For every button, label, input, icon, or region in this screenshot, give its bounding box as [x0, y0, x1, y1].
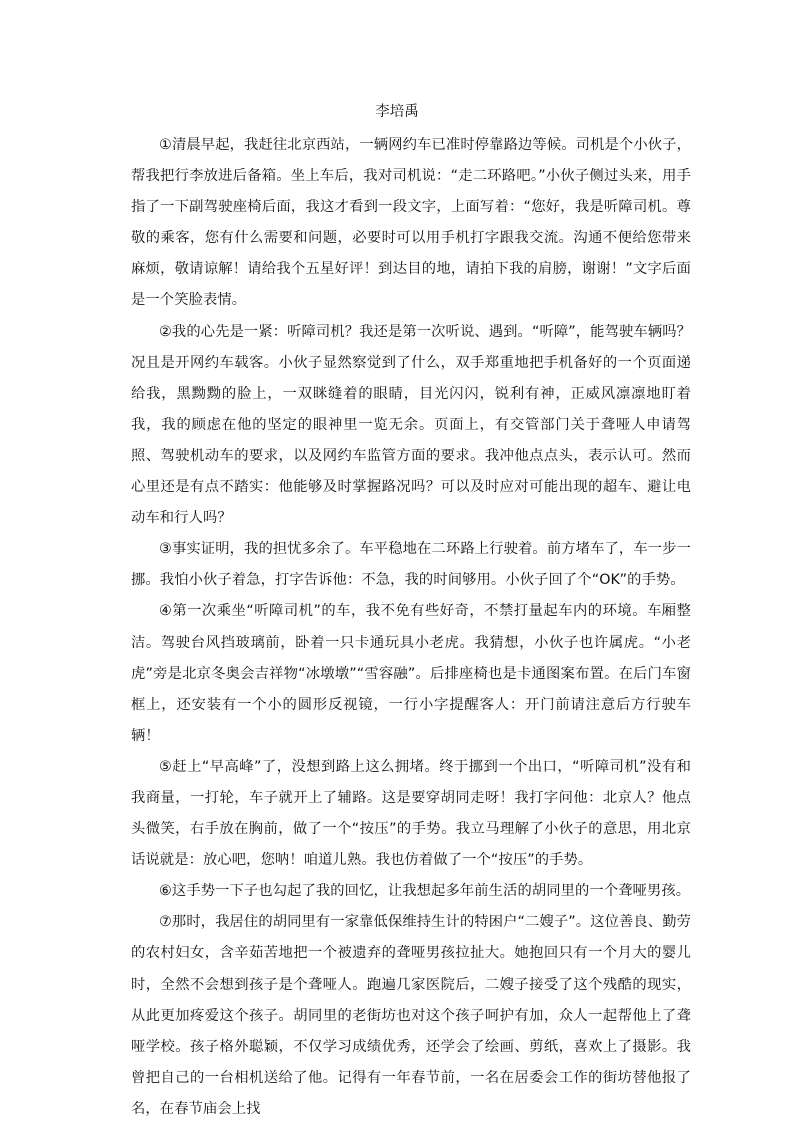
paragraph-6: ⑥这手势一下子也勾起了我的回忆，让我想起多年前生活的胡同里的一个聋哑男孩。	[159, 883, 691, 900]
paragraph-5: ⑤赶上“早高峰”了，没想到路上这么拥堵。终于挪到一个出口，“听障司机”没有和我商量，一打轮，车子就开上了辅路。这是要穿胡同走呀！我打字问他：北京人？他点头微笑，右手放在胸前，做了一个“按压”的手势。我立马理解了小伙子的意思，用北京话说就是：放心吧，您呐！咱道儿熟。我也仿着做了一个“按压”的手势。	[131, 758, 691, 869]
paragraph-2: ②我的心先是一紧：听障司机？我还是第一次听说、遇到。“听障”，能驾驶车辆吗？况且是开网约车载客。小伙子显然察觉到了什么，双手郑重地把手机备好的一个页面递给我，黑黝黝的脸上，一双眯缝着的眼睛，目光闪闪，锐利有神，正威风凛凛地盯着我，我的顾虑在他的坚定的眼神里一览无余。页面上，有交管部门关于聋哑人申请驾照、驾驶机动车的要求，以及网约车监管方面的要求。我冲他点点头，表示认可。然而心里还是有点不踏实：他能够及时掌握路况吗？可以及时应对可能出现的超车、避让电动车和行人吗？	[131, 323, 691, 527]
article-body	[131, 130, 691, 1125]
paragraph-7: ⑦那时，我居住的胡同里有一家靠低保维持生计的特困户“二嫂子”。这位善良、勤劳的农村妇女，含辛茹苦地把一个被遗弃的聋哑男孩拉扯大。她抱回只有一个月大的婴儿时，全然不会想到孩子是个聋哑人。跑遍几家医院后，二嫂子接受了这个残酷的现实，从此更加疼爱这个孩子。胡同里的老街坊也对这个孩子呵护有加，众人一起帮他上了聋哑学校。孩子格外聪颖，不仅学习成绩优秀，还学会了绘画、剪纸，喜欢上了摄影。我曾把自己的一台相机送给了他。记得有一年春节前，一名在居委会工作的街坊替他报了名，在春节庙会上找	[131, 914, 691, 1117]
paragraph-4: ④第一次乘坐“听障司机”的车，我不免有些好奇，不禁打量起车内的环境。车厢整洁。驾驶台风挡玻璃前，卧着一只卡通玩具小老虎。我猜想，小伙子也许属虎。“小老虎”旁是北京冬奥会吉祥物“冰墩墩”“雪容融”。后排座椅也是卡通图案布置。在后门车窗框上，还安装有一个小的圆形反视镜，一行小字提醒客人：开门前请注意后方行驶车辆！	[131, 603, 691, 744]
paragraph-1: ①清晨早起，我赶往北京西站，一辆网约车已准时停靠路边等候。司机是个小伙子，帮我把行李放进后备箱。坐上车后，我对司机说：“走二环路吧。”小伙子侧过头来，用手指了一下副驾驶座椅后面，我这才看到一段文字，上面写着：“您好，我是听障司机。尊敬的乘客，您有什么需要和问题，必要时可以用手机打字跟我交流。沟通不便给您带来麻烦，敬请谅解！请给我个五星好评！到达目的地，请拍下我的肩膀，谢谢！”文字后面是一个笑脸表情。	[131, 137, 691, 309]
author-name: 李培禹	[375, 104, 419, 120]
paragraph-3: ③事实证明，我的担忧多余了。车平稳地在二环路上行驶着。前方堵车了，车一步一挪。我怕小伙子着急，打字告诉他：不急，我的时间够用。小伙子回了个“OK”的手势。	[131, 541, 691, 589]
